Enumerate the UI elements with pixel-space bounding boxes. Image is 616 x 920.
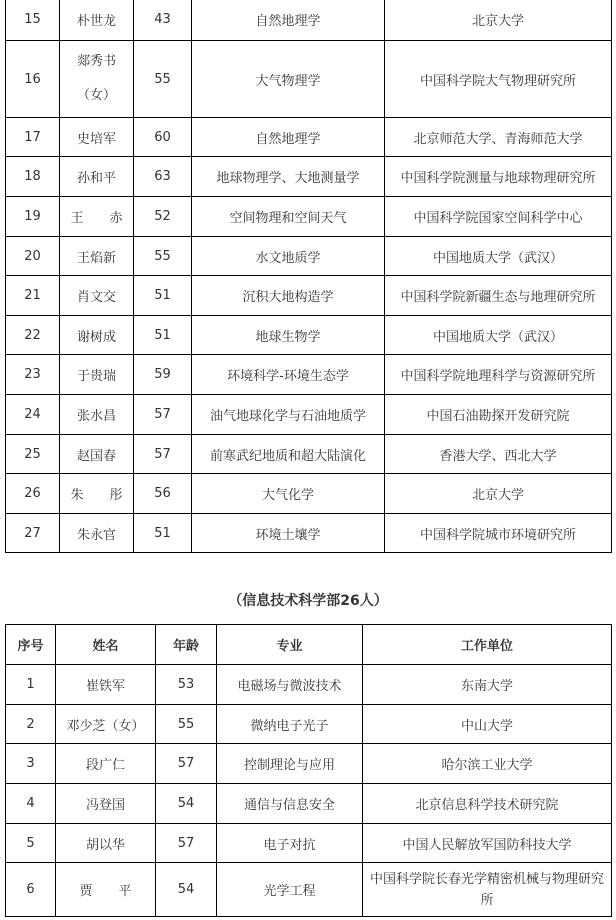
row-unit: 中国科学院大气物理研究所 [385,41,612,118]
row-age: 51 [134,276,192,316]
table-row [6,665,612,705]
table-row [6,784,612,824]
table-header-row [6,625,612,665]
name-text: 郯秀书 [76,54,116,69]
section-title: （信息技术科学部26人） [228,593,388,609]
row-number: 17 [6,118,60,157]
row-number: 4 [6,784,56,824]
row-age: 43 [134,0,192,41]
row-number: 27 [6,514,60,553]
row-number: 1 [6,665,56,705]
row-name: 史培军 [60,118,134,157]
row-field: 控制理论与应用 [217,744,363,784]
row-unit: 北京信息科学技术研究院 [363,784,612,824]
row-age: 60 [134,118,192,157]
table-row [6,157,612,197]
row-unit: 中国石油勘探开发研究院 [385,395,612,435]
row-unit: 北京大学 [385,474,612,514]
row-age: 53 [156,665,217,705]
row-name: 谢树成 [60,316,134,355]
row-field: 自然地理学 [192,118,385,157]
table-row [6,435,612,474]
row-unit: 中国地质大学（武汉） [385,237,612,276]
row-field: 光学工程 [217,863,363,917]
row-field: 大气化学 [192,474,385,514]
name-note: （女） [76,88,116,103]
row-field: 沉积大地构造学 [192,276,385,316]
table-row [6,197,612,237]
row-name: 孙和平 [60,157,134,197]
row-field: 自然地理学 [192,0,385,41]
row-name: 赵国春 [60,435,134,474]
row-name: 朱永官 [60,514,134,553]
row-name: 肖文交 [60,276,134,316]
row-age: 55 [156,705,217,744]
academician-table-earth-sciences [5,0,612,553]
row-number: 20 [6,237,60,276]
row-unit: 哈尔滨工业大学 [363,744,612,784]
table-row [6,355,612,395]
row-name: 胡以华 [56,824,156,863]
row-age: 57 [134,435,192,474]
row-unit: 中国科学院城市环境研究所 [385,514,612,553]
row-unit: 中国科学院长春光学精密机械与物理研究所 [363,863,612,917]
row-number: 15 [6,0,60,41]
row-name: 张水昌 [60,395,134,435]
header-name: 姓名 [56,625,156,665]
row-field: 油气地球化学与石油地质学 [192,395,385,435]
row-age: 55 [134,41,192,118]
row-unit: 中国科学院地理科学与资源研究所 [385,355,612,395]
row-age: 57 [156,824,217,863]
row-field: 地球物理学、大地测量学 [192,157,385,197]
row-name: 朱 彤 [60,474,134,514]
row-field: 环境科学-环境生态学 [192,355,385,395]
row-field: 前寒武纪地质和超大陆演化 [192,435,385,474]
table-row [6,0,612,41]
row-name: 朴世龙 [60,0,134,41]
row-name: 王 赤 [60,197,134,237]
row-unit: 北京师范大学、青海师范大学 [385,118,612,157]
row-field: 水文地质学 [192,237,385,276]
row-age: 56 [134,474,192,514]
row-number: 5 [6,824,56,863]
row-name: 冯登国 [56,784,156,824]
row-field: 环境土壤学 [192,514,385,553]
row-field: 通信与信息安全 [217,784,363,824]
row-age: 51 [134,514,192,553]
header-field: 专业 [217,625,363,665]
row-number: 23 [6,355,60,395]
row-unit: 中国人民解放军国防科技大学 [363,824,612,863]
header-age: 年龄 [156,625,217,665]
table-row [6,276,612,316]
row-unit: 北京大学 [385,0,612,41]
header-no: 序号 [6,625,56,665]
table-row [6,705,612,744]
row-unit: 中国科学院测量与地球物理研究所 [385,157,612,197]
row-number: 6 [6,863,56,917]
table-row [6,824,612,863]
row-unit: 中国科学院新疆生态与地理研究所 [385,276,612,316]
row-field: 空间物理和空间天气 [192,197,385,237]
row-name: 贾 平 [56,863,156,917]
row-age: 52 [134,197,192,237]
row-number: 2 [6,705,56,744]
row-number: 19 [6,197,60,237]
row-number: 26 [6,474,60,514]
table-row [6,316,612,355]
row-name: 段广仁 [56,744,156,784]
table-row [6,863,612,917]
table-row [6,474,612,514]
row-name [60,41,134,118]
row-number: 22 [6,316,60,355]
row-number: 3 [6,744,56,784]
row-number: 18 [6,157,60,197]
row-field: 地球生物学 [192,316,385,355]
row-unit: 中国地质大学（武汉） [385,316,612,355]
row-name: 邓少芝（女） [56,705,156,744]
row-name: 崔铁军 [56,665,156,705]
row-unit: 中山大学 [363,705,612,744]
table-row [6,514,612,553]
row-number: 16 [6,41,60,118]
row-unit: 东南大学 [363,665,612,705]
row-number: 24 [6,395,60,435]
row-age: 63 [134,157,192,197]
row-age: 59 [134,355,192,395]
row-number: 25 [6,435,60,474]
row-age: 55 [134,237,192,276]
table-row [6,744,612,784]
row-age: 54 [156,863,217,917]
row-number: 21 [6,276,60,316]
row-age: 57 [156,744,217,784]
row-age: 57 [134,395,192,435]
table-row [6,237,612,276]
row-unit: 中国科学院国家空间科学中心 [385,197,612,237]
table-row [6,41,612,118]
row-field: 电子对抗 [217,824,363,863]
row-age: 51 [134,316,192,355]
table-row [6,395,612,435]
header-unit: 工作单位 [363,625,612,665]
academician-table-info-tech [5,624,612,917]
row-name: 王焰新 [60,237,134,276]
row-age: 54 [156,784,217,824]
row-field: 大气物理学 [192,41,385,118]
row-name: 于贵瑞 [60,355,134,395]
table-row [6,118,612,157]
row-field: 微纳电子光子 [217,705,363,744]
row-unit: 香港大学、西北大学 [385,435,612,474]
row-field: 电磁场与微波技术 [217,665,363,705]
